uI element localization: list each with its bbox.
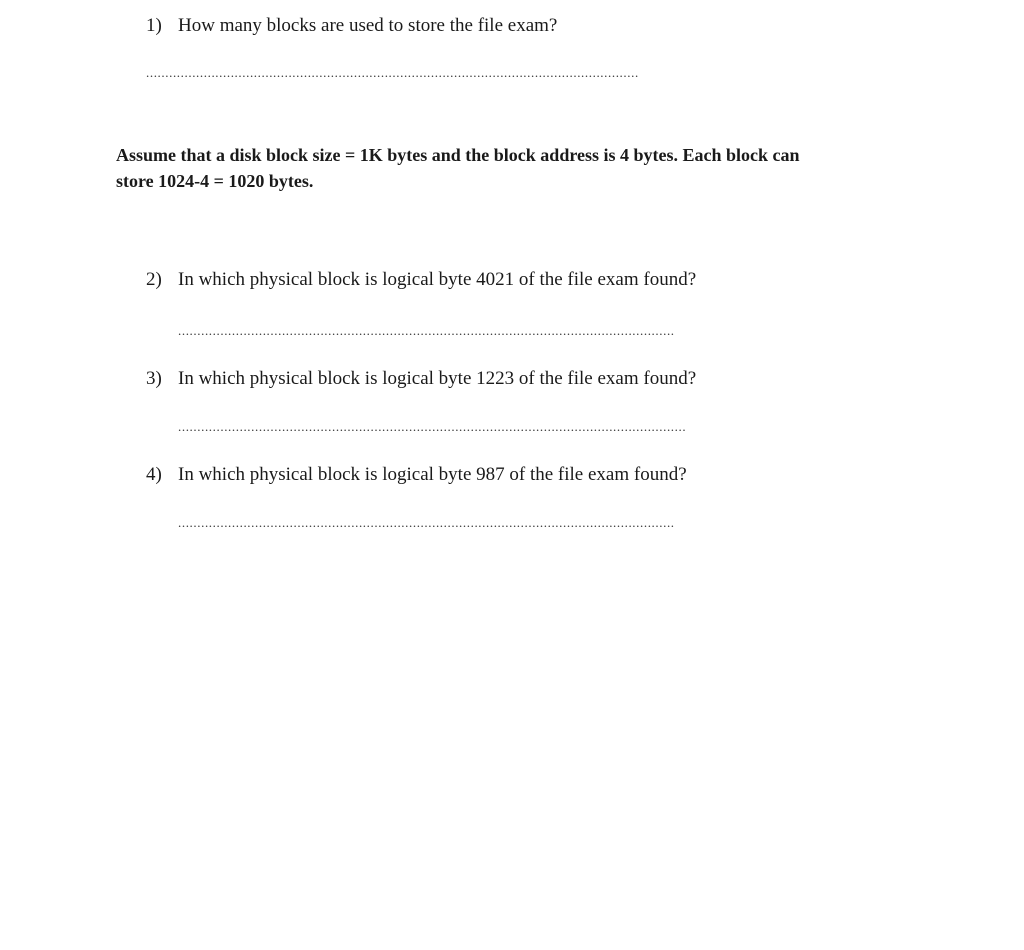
assumption-line-2: store 1024-4 = 1020 bytes. [116, 171, 314, 191]
question-text: In which physical block is logical byte 4021 of the file exam found? [178, 269, 697, 290]
question-3 [146, 367, 696, 391]
question-text: How many blocks are used to store the file exam? [178, 15, 558, 36]
question-number: 3) [146, 368, 162, 389]
question-number: 2) [146, 269, 162, 290]
assumption-line-1: Assume that a disk block size = 1K bytes and the block address is 4 bytes. Each block can [116, 145, 800, 165]
question-4 [146, 463, 687, 487]
question-1 [146, 14, 557, 38]
answer-line-2[interactable]: ................................................................................................................................. [178, 324, 675, 338]
answer-line-4[interactable]: ................................................................................................................................. [178, 516, 675, 530]
answer-line-3[interactable]: .................................................................................................................................... [178, 420, 687, 434]
question-text: In which physical block is logical byte 987 of the file exam found? [178, 464, 687, 485]
question-number: 1) [146, 15, 162, 36]
question-2 [146, 268, 696, 292]
assumption-paragraph [116, 142, 906, 194]
question-text: In which physical block is logical byte 1223 of the file exam found? [178, 368, 697, 389]
question-number: 4) [146, 464, 162, 485]
answer-line-1[interactable]: ................................................................................................................................ [146, 66, 639, 80]
